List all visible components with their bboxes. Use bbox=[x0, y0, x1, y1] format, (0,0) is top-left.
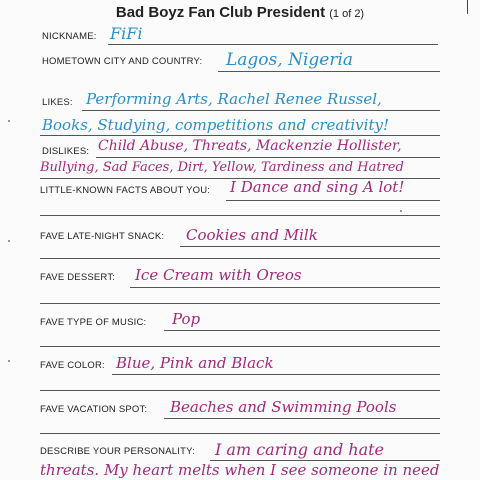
music-value: Pop bbox=[172, 310, 201, 328]
blank-line-3 bbox=[40, 346, 440, 347]
nickname-value: FiFi bbox=[110, 24, 143, 43]
likes-line-2 bbox=[40, 135, 440, 136]
margin-dot bbox=[8, 120, 10, 122]
vacation-label: FAVE VACATION SPOT: bbox=[40, 404, 148, 415]
likes-value-line1: Performing Arts, Rachel Renee Russel, bbox=[86, 90, 382, 108]
dislikes-value-line2: Bullying, Sad Faces, Dirt, Yellow, Tardiness and Hatred bbox=[40, 160, 404, 175]
blank-line-2 bbox=[40, 303, 440, 304]
nickname-line bbox=[108, 44, 438, 45]
facts-value: I Dance and sing A lot! bbox=[230, 178, 405, 196]
likes-label: LIKES: bbox=[42, 97, 73, 108]
music-line bbox=[164, 330, 440, 331]
likes-value-line2: Books, Studying, competitions and creativity! bbox=[42, 116, 389, 134]
hometown-line bbox=[218, 71, 440, 72]
margin-dot bbox=[8, 360, 10, 362]
dessert-value: Ice Cream with Oreos bbox=[135, 266, 302, 284]
snack-value: Cookies and Milk bbox=[186, 226, 318, 244]
dessert-label: FAVE DESSERT: bbox=[40, 272, 116, 283]
hometown-label: HOMETOWN CITY AND COUNTRY: bbox=[42, 56, 203, 67]
color-label: FAVE COLOR: bbox=[40, 360, 105, 371]
personality-label: DESCRIBE YOUR PERSONALITY: bbox=[40, 446, 195, 457]
margin-dot bbox=[400, 210, 402, 212]
nickname-label: NICKNAME: bbox=[42, 31, 97, 42]
color-value: Blue, Pink and Black bbox=[116, 354, 274, 372]
form-title bbox=[0, 4, 480, 21]
vacation-value: Beaches and Swimming Pools bbox=[170, 398, 397, 416]
facts-line-2 bbox=[40, 215, 440, 216]
dislikes-label: DISLIKES: bbox=[42, 146, 90, 157]
facts-line-1 bbox=[226, 200, 440, 201]
vacation-line bbox=[164, 418, 440, 419]
likes-line-1 bbox=[82, 110, 440, 111]
dislikes-line-1 bbox=[96, 157, 440, 158]
blank-line-1 bbox=[40, 258, 440, 259]
hometown-value: Lagos, Nigeria bbox=[226, 50, 354, 70]
dislikes-value-line1: Child Abuse, Threats, Mackenzie Hollister, bbox=[98, 138, 402, 154]
snack-line bbox=[180, 246, 440, 247]
blank-line-4 bbox=[40, 390, 440, 391]
blank-line-5 bbox=[40, 433, 440, 434]
music-label: FAVE TYPE OF MUSIC: bbox=[40, 317, 147, 328]
facts-label: LITTLE-KNOWN FACTS ABOUT YOU: bbox=[40, 185, 211, 196]
dessert-line bbox=[130, 287, 440, 288]
personality-value-line1: I am caring and hate bbox=[215, 440, 385, 459]
margin-dot bbox=[8, 240, 10, 242]
color-line bbox=[112, 374, 440, 375]
page-indicator: (1 of 2) bbox=[329, 8, 365, 20]
personality-value-line2: threats. My heart melts when I see someone in need bbox=[40, 461, 440, 479]
snack-label: FAVE LATE-NIGHT SNACK: bbox=[40, 231, 165, 242]
form-title-text: Bad Boyz Fan Club President bbox=[115, 4, 326, 21]
